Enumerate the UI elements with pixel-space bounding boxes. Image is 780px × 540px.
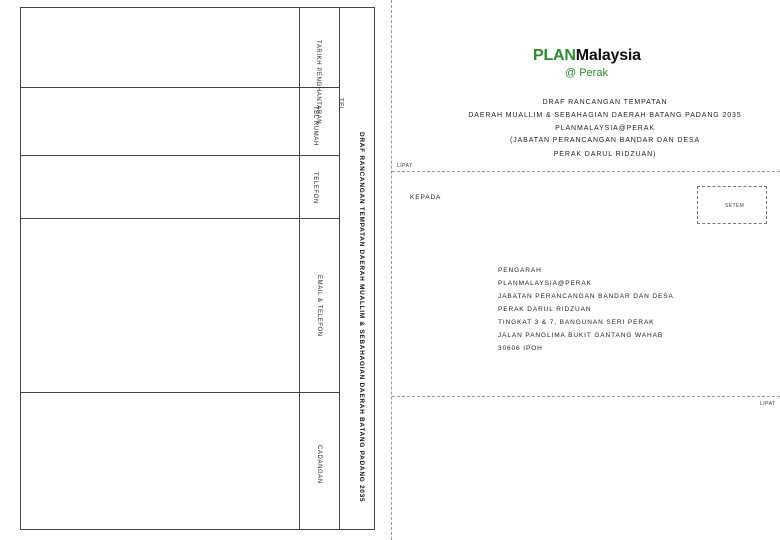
address-line-3: JABATAN PERANCANGAN BANDAR DAN DESA xyxy=(498,293,674,300)
label-cadangan: CADANGAN xyxy=(316,445,322,484)
fold-line-bottom xyxy=(392,396,780,397)
header-line-4: (JABATAN PERANCANGAN BANDAR DAN DESA xyxy=(509,137,701,144)
label-tel: TEL xyxy=(337,98,343,111)
address-line-1: PENGARAH xyxy=(498,267,542,274)
logo-plan: PLAN xyxy=(533,47,576,64)
logo-subtitle: @ Perak xyxy=(565,67,608,79)
label-tel-rumah: TEL RUMAH xyxy=(312,106,318,146)
spine-title: DRAF RANCANGAN TEMPATAN DAERAH MUALLIM & SEBAHAGIAN DAERAH BATANG PADANG 2035 xyxy=(358,132,365,503)
label-tarikh-penghantaran: TARIKH PENGHANTARAN xyxy=(315,40,321,125)
fold-label-top: LIPAT xyxy=(397,163,413,169)
header-line-5: PERAK DARUL RIDZUAN) xyxy=(553,151,657,158)
address-line-6: JALAN PANGLIMA BUKIT GANTANG WAHAB xyxy=(498,332,664,339)
fold-label-bottom: LIPAT xyxy=(760,401,776,407)
address-line-4: PERAK DARUL RIDZUAN xyxy=(498,306,592,313)
address-line-7: 30606 IPOH xyxy=(498,345,543,352)
stamp-box xyxy=(697,186,767,224)
header-line-2: DAERAH MUALLIM & SEBAHAGIAN DAERAH BATANG PADANG 2035 xyxy=(468,112,742,119)
label-email-telefon: EMAIL & TELEFON xyxy=(316,275,322,337)
kepada-label: KEPADA xyxy=(410,194,442,201)
vertical-fold-line xyxy=(391,0,392,540)
form-row-divider xyxy=(20,87,340,88)
form-row-divider xyxy=(20,392,340,393)
planmalaysia-logo xyxy=(533,47,641,65)
address-line-5: TINGKAT 3 & 7, BANGUNAN SERI PERAK xyxy=(498,319,655,326)
address-line-2: PLANMALAYSIA@PERAK xyxy=(498,280,592,287)
logo-malaysia: Malaysia xyxy=(575,47,641,64)
form-row-divider xyxy=(20,155,340,156)
fold-line-top xyxy=(392,171,780,172)
header-line-1: DRAF RANCANGAN TEMPATAN xyxy=(542,99,668,106)
form-row-divider xyxy=(20,218,340,219)
label-telefon: TELEFON xyxy=(312,172,318,204)
header-line-3: PLANMALAYSIA@PERAK xyxy=(555,125,655,132)
stamp-label: SETEM xyxy=(725,203,745,209)
